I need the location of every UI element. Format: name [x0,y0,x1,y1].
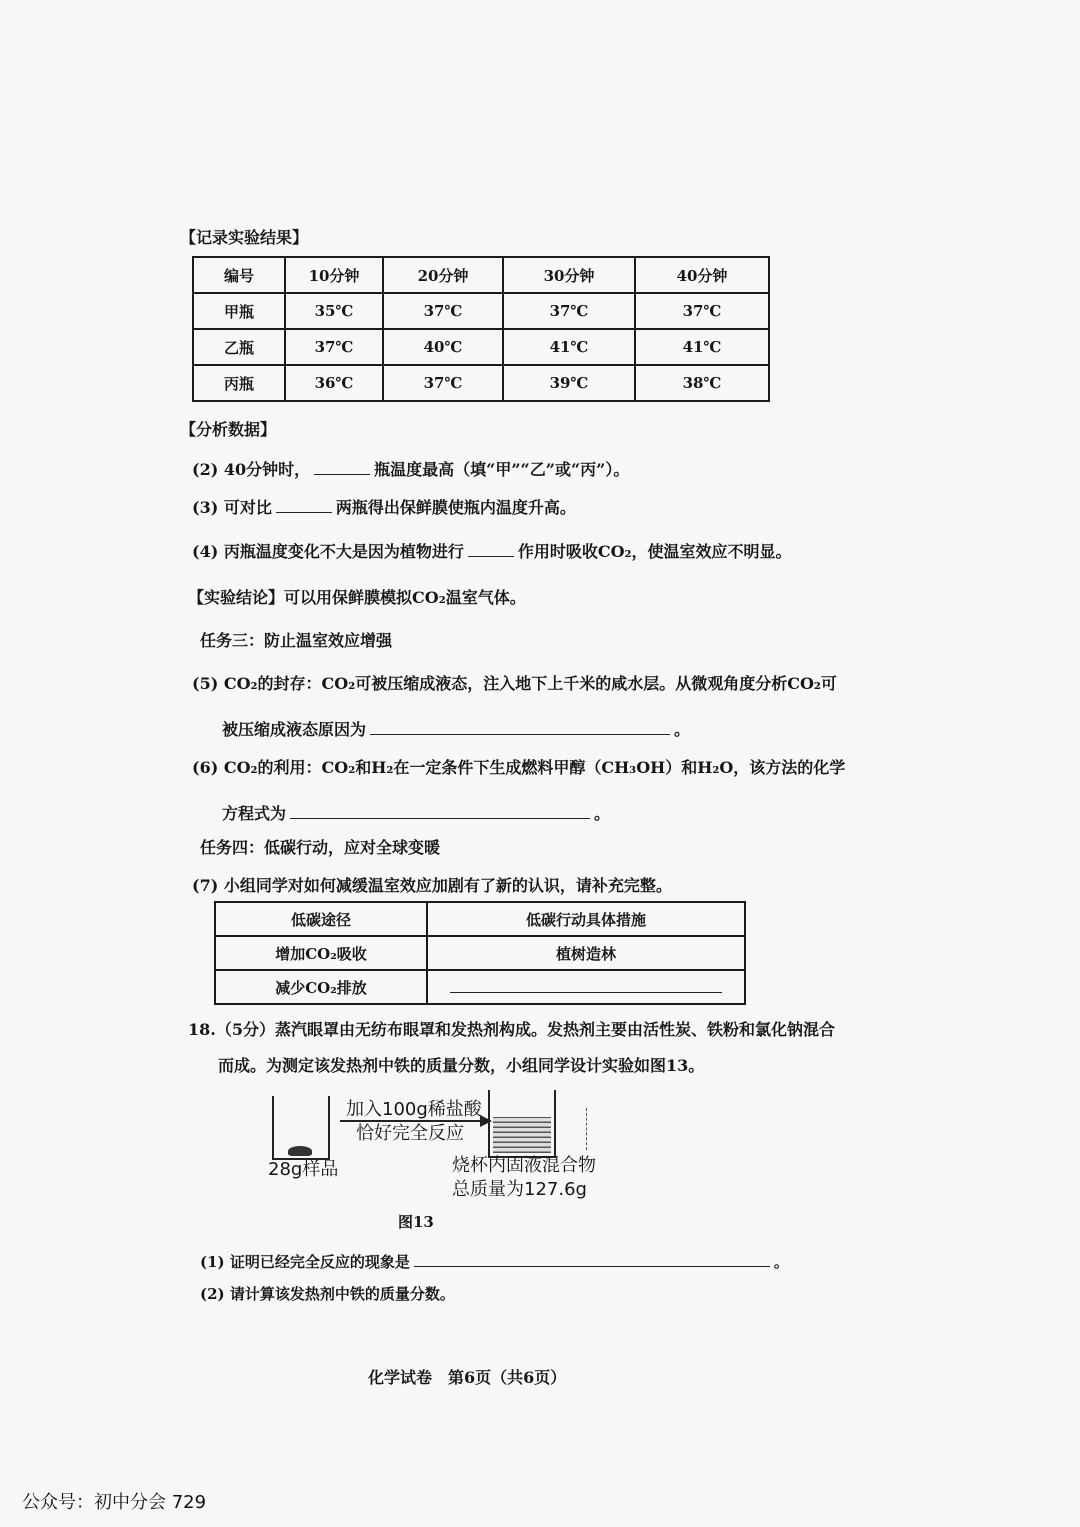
answer-blank[interactable] [370,718,670,735]
question-text: (1) 证明已经完全反应的现象是 [200,1253,410,1271]
experiment-conclusion [188,588,526,608]
lowcarbon-header: 低碳行动具体措施 [427,902,745,936]
table-cell: 减少CO₂排放 [215,970,427,1004]
conclusion-label: 【实验结论】 [188,588,285,607]
liquid-mixture [493,1117,551,1153]
table-cell: 37℃ [503,293,635,329]
table-cell: 37℃ [285,329,383,365]
table-cell: 增加CO₂吸收 [215,936,427,970]
results-header: 10分钟 [285,257,383,293]
table-cell: 39℃ [503,365,635,401]
question-18-sub1 [200,1250,789,1272]
question-4 [192,540,792,562]
answer-blank[interactable] [468,540,514,557]
period: 。 [594,804,611,823]
results-header-row [193,257,769,293]
question-text: (2) 40分钟时， [192,460,311,479]
table-row [193,365,769,401]
table-cell: 38℃ [635,365,769,401]
question-18-line1: 18.（5分）蒸汽眼罩由无纺布眼罩和发热剂构成。发热剂主要由活性炭、铁粉和氯化钠混合 [188,1020,835,1039]
question-2 [192,458,629,480]
table-row [215,936,745,970]
question-3 [192,496,576,518]
question-6-line1: (6) CO₂的利用：CO₂和H₂在一定条件下生成燃料甲醇（CH₃OH）和H₂O，该方法的化学 [192,758,846,777]
result-label-line1: 烧杯内固液混合物 [452,1155,596,1176]
question-5-line1: (5) CO₂的封存：CO₂可被压缩成液态，注入地下上千米的咸水层。从微观角度分析CO₂可 [192,674,837,693]
beaker-result [488,1090,556,1158]
question-text: 被压缩成液态原因为 [222,720,367,739]
table-row [193,293,769,329]
question-18-sub2: (2) 请计算该发热剂中铁的质量分数。 [200,1285,455,1303]
question-text: (4) 丙瓶温度变化不大是因为植物进行 [192,542,464,561]
table-cell: 植树造林 [427,936,745,970]
table-cell: 37℃ [383,365,503,401]
question-text: 瓶温度最高（填“甲”“乙”或“丙”）。 [374,460,630,479]
question-6-line2 [222,802,610,824]
table-cell: 40℃ [383,329,503,365]
row-label: 丙瓶 [193,365,285,401]
page-footer: 化学试卷 第6页（共6页） [368,1368,567,1387]
beaker-sample [272,1096,330,1160]
table-cell: 41℃ [635,329,769,365]
row-label: 乙瓶 [193,329,285,365]
lowcarbon-header: 低碳途径 [215,902,427,936]
question-text: (3) 可对比 [192,498,272,517]
results-header: 20分钟 [383,257,503,293]
answer-blank[interactable] [414,1250,770,1267]
question-18-line2: 而成。为测定该发热剂中铁的质量分数，小组同学设计实验如图13。 [218,1056,705,1075]
question-7: (7) 小组同学对如何减缓温室效应加剧有了新的认识，请补充完整。 [192,876,672,895]
row-label: 甲瓶 [193,293,285,329]
task-4-heading: 任务四：低碳行动，应对全球变暖 [200,838,441,857]
answer-blank[interactable] [290,802,590,819]
question-text: 方程式为 [222,804,287,823]
section-analyze-data: 【分析数据】 [180,420,277,439]
task-3-heading: 任务三：防止温室效应增强 [200,631,393,650]
reaction-arrow [340,1120,484,1122]
sample-powder [288,1146,312,1156]
results-header: 编号 [193,257,285,293]
period: 。 [773,1253,789,1271]
figure-caption: 图13 [398,1213,434,1231]
answer-cell[interactable] [427,970,745,1004]
result-label-line2: 总质量为127.6g [452,1179,587,1200]
table-cell: 37℃ [383,293,503,329]
table-cell: 41℃ [503,329,635,365]
results-header: 40分钟 [635,257,769,293]
lowcarbon-table [214,901,746,1005]
sample-label: 28g样品 [268,1159,339,1180]
table-cell: 36℃ [285,365,383,401]
results-header: 30分钟 [503,257,635,293]
table-cell: 35℃ [285,293,383,329]
table-row [215,970,745,1004]
answer-blank[interactable] [314,458,370,475]
question-text: 作用时吸收CO₂，使温室效应不明显。 [517,542,792,561]
section-record-results: 【记录实验结果】 [180,228,309,247]
dashed-line [586,1108,587,1150]
conclusion-text: 可以用保鲜膜模拟CO₂温室气体。 [284,588,526,607]
answer-blank[interactable] [276,496,332,513]
results-table [192,256,770,402]
answer-blank[interactable] [450,978,722,993]
table-row [193,329,769,365]
period: 。 [674,720,691,739]
arrow-label-top: 加入100g稀盐酸 [346,1099,482,1120]
question-5-line2 [222,718,690,740]
lowcarbon-header-row [215,902,745,936]
question-text: 两瓶得出保鲜膜使瓶内温度升高。 [335,498,576,517]
table-cell: 37℃ [635,293,769,329]
watermark-label: 公众号：初中分会 729 [22,1492,207,1513]
arrow-label-bottom: 恰好完全反应 [356,1123,464,1144]
